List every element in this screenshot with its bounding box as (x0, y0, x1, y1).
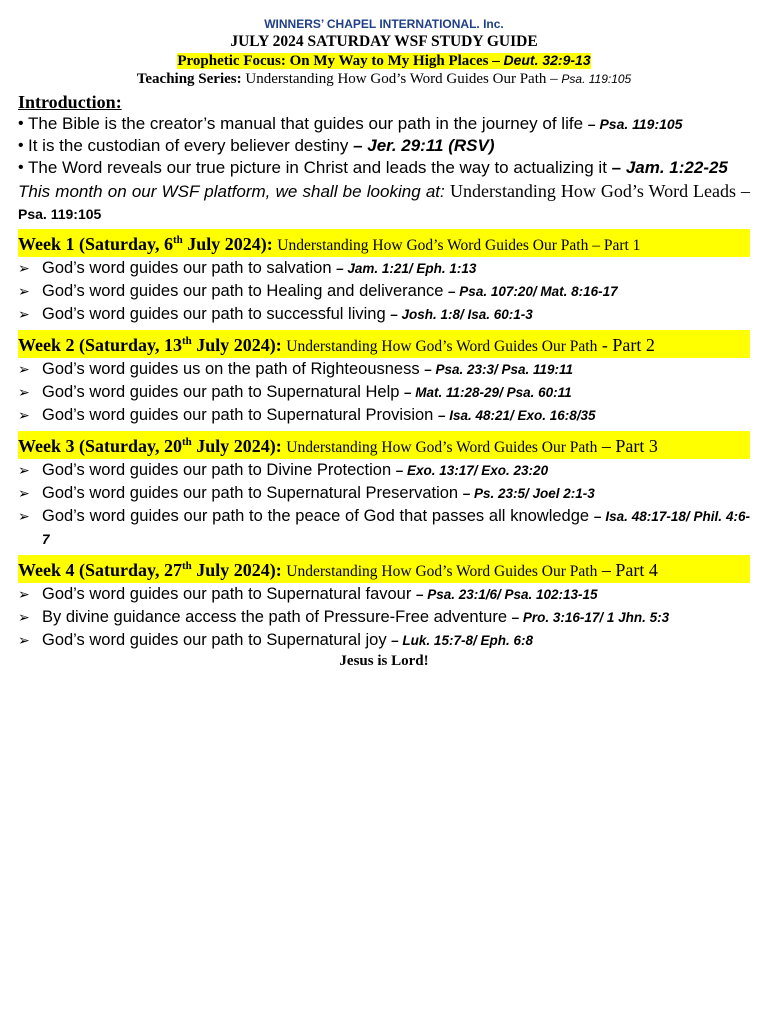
week-title: Understanding How God’s Word Guides Our Path (286, 439, 598, 456)
week-label-ordinal: th (182, 560, 192, 572)
week-item-ref: – Isa. 48:21/ Exo. 16:8/35 (437, 408, 596, 423)
prophetic-focus-label: Prophetic Focus: On My Way to My High Places – (177, 53, 504, 69)
week-label-start: Week 1 (Saturday, 6 (18, 234, 174, 254)
organization-name: WINNERS’ CHAPEL INTERNATIONAL. Inc. (264, 17, 504, 31)
week-label-end: July 2024): (191, 335, 287, 355)
week-item (18, 505, 750, 551)
week-label-ordinal: th (173, 234, 183, 246)
week-label-end: July 2024): (191, 436, 287, 456)
week-item (18, 303, 750, 326)
arrow-bullet-icon: ➢ (18, 283, 30, 299)
week-item-ref: – Exo. 13:17/ Exo. 23:20 (395, 463, 549, 478)
week-label (18, 436, 286, 456)
week-item-text (42, 505, 750, 551)
week-item-body: God’s word guides our path to Supernatural joy (42, 631, 392, 649)
week-item-body: God’s word guides our path to the peace of God that passes all knowledge (42, 507, 594, 525)
week-item-body: God’s word guides our path to Supernatural Provision (42, 406, 438, 424)
week-item-body: By divine guidance access the path of Pressure-Free adventure (42, 608, 512, 626)
prophetic-focus (177, 53, 590, 69)
intro-bullet-text (28, 135, 750, 157)
document-title: JULY 2024 SATURDAY WSF STUDY GUIDE (230, 33, 538, 50)
week-part: – Part 3 (597, 436, 658, 456)
week-item-ref: – Pro. 3:16-17/ 1 Jhn. 5:3 (511, 610, 670, 625)
week-label-start: Week 2 (Saturday, 13 (18, 335, 183, 355)
week-title: Understanding How God’s Word Guides Our Path (286, 338, 598, 355)
prophetic-focus-ref: Deut. 32:9-13 (503, 52, 591, 68)
week-label (18, 234, 277, 254)
week-item-text (42, 381, 750, 404)
week-item-ref: – Psa. 23:1/6/ Psa. 102:13-15 (415, 587, 598, 602)
week-item-text (42, 482, 750, 505)
arrow-bullet-icon: ➢ (18, 508, 30, 524)
week-item (18, 257, 750, 280)
week-item-text (42, 280, 750, 303)
week-item (18, 583, 750, 606)
week-item (18, 606, 750, 629)
week-label-ordinal: th (182, 436, 192, 448)
week-item-ref: – Josh. 1:8/ Isa. 60:1-3 (390, 307, 533, 322)
arrow-bullet-icon: ➢ (18, 361, 30, 377)
week-item-body: God’s word guides our path to Healing and deliverance (42, 282, 449, 300)
week-item-ref: – Isa. 48:17-18/ Phil. 4:6-7 (42, 509, 750, 547)
week-item-ref: – Psa. 23:3/ Psa. 119:11 (424, 362, 574, 377)
week-item-body: God’s word guides our path to Supernatural favour (42, 585, 416, 603)
arrow-bullet-icon: ➢ (18, 462, 30, 478)
week-item-body: God’s word guides us on the path of Righteousness (42, 360, 425, 378)
week-label-end: July 2024): (182, 234, 278, 254)
arrow-bullet-icon: ➢ (18, 586, 30, 602)
week-label-start: Week 3 (Saturday, 20 (18, 436, 183, 456)
teaching-series-text: Understanding How God’s Word Guides Our Path – (241, 71, 562, 87)
arrow-bullet-icon: ➢ (18, 485, 30, 501)
week-title: Understanding How God’s Word Guides Our Path (286, 563, 598, 580)
weeks-section (18, 229, 750, 652)
intro-bullet-ref: – Psa. 119:105 (587, 116, 683, 132)
week-item-ref: – Jam. 1:21/ Eph. 1:13 (336, 261, 477, 276)
bullet-dot-icon: • (18, 137, 24, 154)
week-heading (18, 431, 750, 459)
week-part: - Part 2 (597, 335, 655, 355)
introduction-bullets (18, 113, 750, 179)
week-heading (18, 229, 750, 257)
week-item-ref: – Ps. 23:5/ Joel 2:1-3 (462, 486, 595, 501)
week-item (18, 629, 750, 652)
week-label (18, 560, 286, 580)
month-overview-intro: This month on our WSF platform, we shall be looking at: (18, 182, 450, 201)
week-item-text (42, 606, 750, 629)
week-item (18, 459, 750, 482)
closing-line: Jesus is Lord! (339, 653, 429, 669)
month-overview (18, 180, 750, 225)
intro-bullet-body: It is the custodian of every believer destiny (28, 136, 354, 155)
arrow-bullet-icon: ➢ (18, 260, 30, 276)
week-item (18, 404, 750, 427)
arrow-bullet-icon: ➢ (18, 384, 30, 400)
week-title: Understanding How God’s Word Guides Our Path – Part 1 (277, 237, 641, 254)
week-item (18, 482, 750, 505)
teaching-series-line (18, 70, 750, 89)
week-item-ref: – Luk. 15:7-8/ Eph. 6:8 (391, 633, 533, 648)
month-overview-ref: Psa. 119:105 (18, 206, 102, 222)
prophetic-focus-line (18, 51, 750, 70)
week-item-ref: – Mat. 11:28-29/ Psa. 60:11 (404, 385, 572, 400)
arrow-bullet-icon: ➢ (18, 306, 30, 322)
week-item-text (42, 404, 750, 427)
teaching-series-ref: Psa. 119:105 (561, 72, 632, 86)
bullet-dot-icon: • (18, 159, 24, 176)
week-item (18, 280, 750, 303)
arrow-bullet-icon: ➢ (18, 407, 30, 423)
week-item-body: God’s word guides our path to Supernatural Preservation (42, 484, 463, 502)
week-item-body: God’s word guides our path to successful living (42, 305, 391, 323)
teaching-series-label: Teaching Series: (136, 71, 242, 87)
week-item-text (42, 459, 750, 482)
week-part: – Part 4 (597, 560, 658, 580)
week-heading (18, 330, 750, 358)
week-label-start: Week 4 (Saturday, 27 (18, 560, 183, 580)
intro-bullet (18, 157, 750, 179)
intro-bullet-text (28, 157, 750, 179)
week-heading (18, 555, 750, 583)
week-item-ref: – Psa. 107:20/ Mat. 8:16-17 (448, 284, 618, 299)
intro-bullet-ref: – Jer. 29:11 (RSV) (353, 136, 495, 155)
intro-bullet-body: The Bible is the creator’s manual that guides our path in the journey of life (28, 114, 588, 133)
week-item (18, 358, 750, 381)
week-item-text (42, 358, 750, 381)
arrow-bullet-icon: ➢ (18, 609, 30, 625)
arrow-bullet-icon: ➢ (18, 632, 30, 648)
week-item-body: God’s word guides our path to salvation (42, 259, 337, 277)
bullet-dot-icon: • (18, 115, 24, 132)
week-label (18, 335, 286, 355)
week-item-text (42, 629, 750, 652)
week-item (18, 381, 750, 404)
month-overview-theme: Understanding How God’s Word Leads – (449, 181, 750, 201)
week-item-text (42, 583, 750, 606)
intro-bullet-ref: – Jam. 1:22-25 (611, 158, 728, 177)
week-label-end: July 2024): (191, 560, 287, 580)
week-label-ordinal: th (182, 335, 192, 347)
introduction-heading: Introduction: (18, 92, 122, 112)
intro-bullet-text (28, 113, 750, 135)
intro-bullet (18, 135, 750, 157)
week-item-body: God’s word guides our path to Supernatural Help (42, 383, 405, 401)
week-item-body: God’s word guides our path to Divine Protection (42, 461, 396, 479)
intro-bullet-body: The Word reveals our true picture in Christ and leads the way to actualizing it (28, 158, 612, 177)
intro-bullet (18, 113, 750, 135)
week-item-text (42, 257, 750, 280)
week-item-text (42, 303, 750, 326)
